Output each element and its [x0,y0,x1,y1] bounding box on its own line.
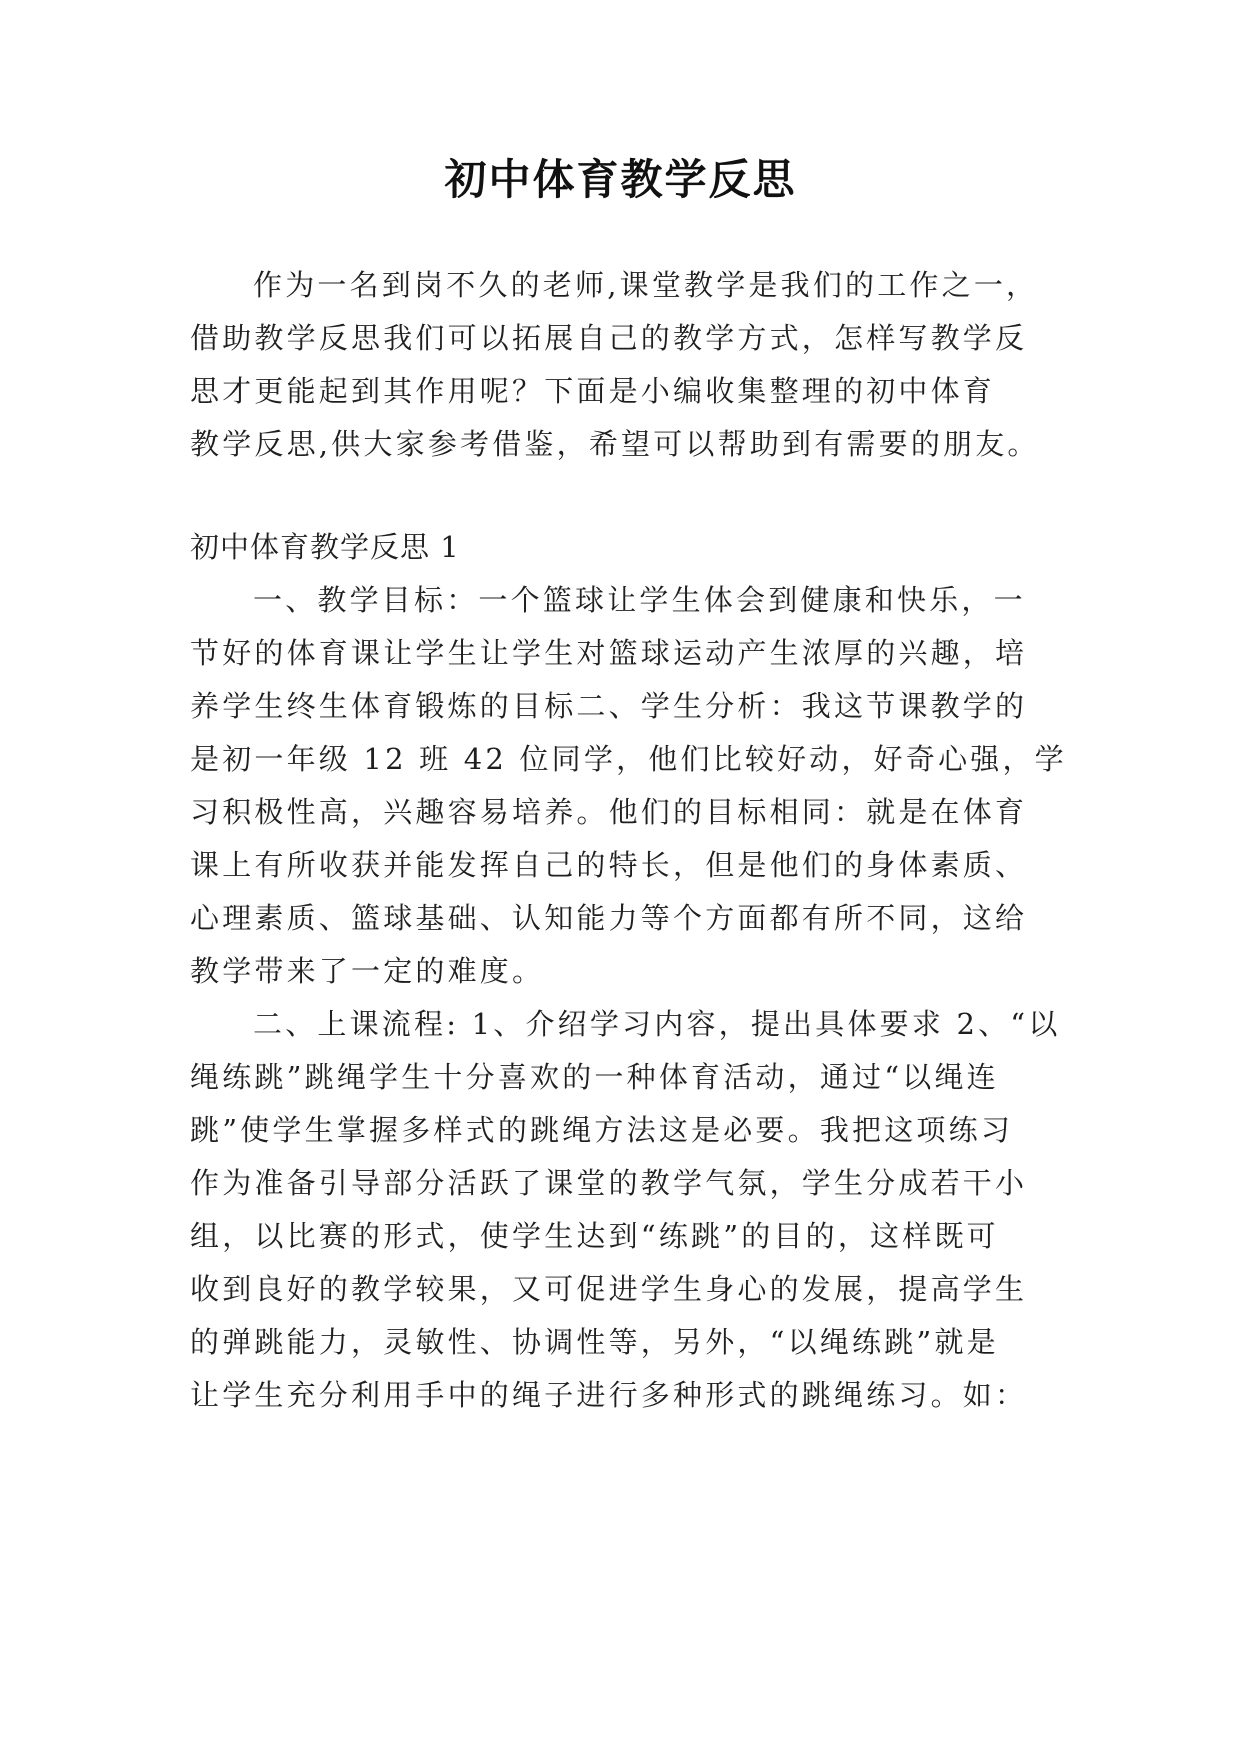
paragraph-line: 课上有所收获并能发挥自己的特长，但是他们的身体素质、 [190,848,1028,882]
section-heading: 初中体育教学反思 1 [190,530,460,564]
paragraph-line: 跳”使学生掌握多样式的跳绳方法这是必要。我把这项练习 [190,1113,1014,1147]
paragraph-line: 组，以比赛的形式，使学生达到“练跳”的目的，这样既可 [190,1219,999,1253]
paragraph-line: 收到良好的教学较果，又可促进学生身心的发展，提高学生 [190,1272,1028,1306]
paragraph-line: 一、教学目标：一个篮球让学生体会到健康和快乐，一 [253,583,1026,617]
paragraph-line: 的弹跳能力，灵敏性、协调性等，另外，“以绳练跳”就是 [190,1325,999,1359]
intro-line: 教学反思,供大家参考借鉴，希望可以帮助到有需要的朋友。 [190,427,1040,461]
intro-line: 思才更能起到其作用呢？下面是小编收集整理的初中体育 [190,374,996,408]
paragraph-line: 绳练跳”跳绳学生十分喜欢的一种体育活动，通过“以绳连 [190,1060,999,1094]
paragraph-line: 节好的体育课让学生让学生对篮球运动产生浓厚的兴趣，培 [190,636,1028,670]
paragraph-line: 二、上课流程: 1、介绍学习内容，提出具体要求 2、“以 [253,1007,1061,1041]
paragraph-line: 教学带来了一定的难度。 [190,954,545,988]
intro-line: 借助教学反思我们可以拓展自己的教学方式，怎样写教学反 [190,321,1028,355]
intro-line: 作为一名到岗不久的老师,课堂教学是我们的工作之一， [253,268,1039,302]
paragraph-line: 心理素质、篮球基础、认知能力等个方面都有所不同，这给 [190,901,1028,935]
paragraph-line: 作为准备引导部分活跃了课堂的教学气氛，学生分成若干小 [190,1166,1028,1200]
paragraph-line: 习积极性高，兴趣容易培养。他们的目标相同：就是在体育 [190,795,1028,829]
document-title: 初中体育教学反思 [444,155,797,204]
paragraph-line: 养学生终生体育锻炼的目标二、学生分析：我这节课教学的 [190,689,1028,723]
paragraph-line: 让学生充分利用手中的绳子进行多种形式的跳绳练习。如： [190,1378,1028,1412]
paragraph-line: 是初一年级 12 班 42 位同学，他们比较好动，好奇心强，学 [190,742,1067,776]
